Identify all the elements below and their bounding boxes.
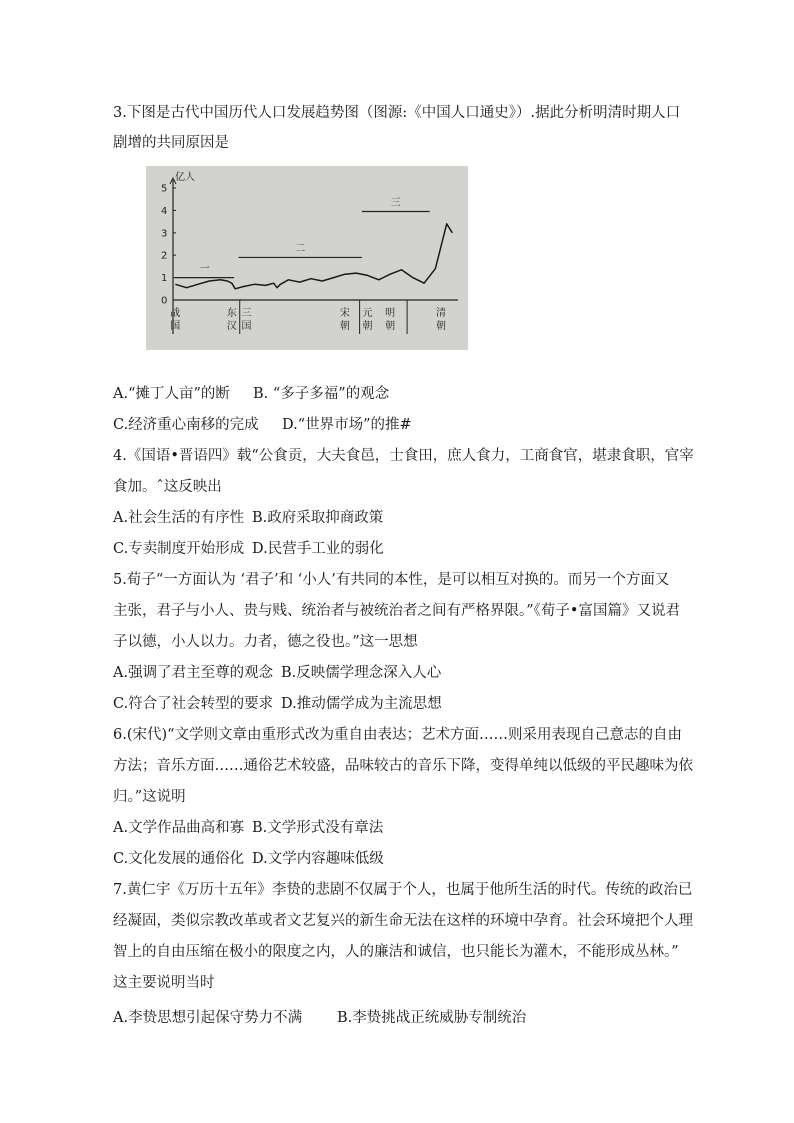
- q7-stem-line3: 智上的自由压缩在极小的限度之内，人的廉洁和诚信，也只能长为灌木，不能形成丛林。”: [113, 944, 679, 960]
- x-tick-label: 明: [385, 308, 396, 319]
- q7-option-b: B.李贽挑战正统威胁专制统治: [337, 1010, 527, 1026]
- population-chart-svg: [146, 166, 468, 350]
- q4-option-c: C.专卖制度开始形成: [113, 541, 245, 557]
- x-tick-label: 朝: [436, 321, 447, 332]
- q7-stem-line4: 这主要说明当时: [113, 975, 215, 991]
- x-tick-label: 朝: [339, 321, 350, 332]
- q5-stem-line2: 主张，君子与小人、贵与贱、统治者与被统治者之间有严格界限。”《荀子•富国篇》又说君: [113, 603, 680, 619]
- x-tick-label: 国: [241, 321, 252, 332]
- q5-option-a: A.强调了君主至尊的观念: [113, 665, 274, 681]
- x-tick-label: 东: [226, 308, 237, 319]
- q3-stem-line1: 3.下图是古代中国历代人口发展趋势图（图源:《中国人口通史》）.据此分析明清时期人口: [113, 105, 681, 121]
- q4-stem-line1: 4.《国语•晋语四》载“公食贡，大夫食邑，士食田，庶人食力，工商食官，堪隶食职，官宰: [113, 448, 694, 464]
- x-tick-label: 汉: [226, 321, 237, 332]
- period-label: 三: [390, 197, 401, 209]
- y-tick-label: 5: [161, 183, 168, 195]
- y-axis-label: 亿人: [175, 172, 195, 183]
- x-tick-label: 元: [362, 308, 373, 319]
- q6-stem-line3: 归。”这说明: [113, 789, 186, 805]
- x-tick-label: 宋: [339, 308, 350, 319]
- q6-stem-line1: 6.(宋代)“文学则文章由重形式改为重自由表达；艺术方面……则采用表现自己意志的自由: [113, 727, 683, 743]
- q6-option-b: B.文学形式没有章法: [252, 820, 384, 836]
- q4-option-d: D.民营手工业的弱化: [252, 541, 384, 557]
- q4-stem-line2: 食加。ˆ这反映出: [113, 479, 222, 495]
- x-tick-label: 清: [436, 308, 447, 319]
- q6-option-c: C.文化发展的通俗化: [113, 851, 245, 867]
- y-tick-label: 4: [161, 205, 168, 217]
- q5-option-c: C.符合了社会转型的要求: [113, 696, 274, 712]
- q3-stem-line2: 剧增的共同原因是: [113, 135, 229, 151]
- q6-stem-line2: 方法；音乐方面……通俗艺术较盛，品味较古的音乐下降，变得单纯以低级的平民趣味为依: [113, 758, 693, 774]
- y-tick-label: 3: [161, 228, 168, 240]
- q5-option-b: B.反映儒学理念深入人心: [281, 665, 442, 681]
- period-label: 二: [295, 243, 306, 255]
- population-chart: [146, 166, 468, 350]
- y-tick-label: 1: [161, 273, 168, 285]
- q7-option-a: A.李贽思想引起保守势力不满: [113, 1010, 303, 1026]
- q3-option-a: A.“摊丁人亩”的断: [113, 386, 230, 402]
- q3-option-c: C.经济重心南移的完成: [113, 417, 259, 433]
- x-tick-label: 三: [241, 308, 252, 319]
- q3-option-b: B. “多子多福”的观念: [253, 386, 390, 402]
- y-tick-label: 2: [161, 250, 168, 262]
- q4-option-a: A.社会生活的有序性: [113, 510, 245, 526]
- x-tick-label: 朝: [362, 321, 373, 332]
- q3-option-d: D.“世界市场”的推#: [282, 417, 412, 433]
- period-label: 一: [199, 263, 210, 275]
- q6-option-a: A.文学作品曲高和寡: [113, 820, 245, 836]
- q6-option-d: D.文学内容趣味低级: [252, 851, 384, 867]
- x-tick-label: 朝: [385, 321, 396, 332]
- x-tick-label: 战: [170, 308, 181, 319]
- x-tick-label: 国: [170, 321, 181, 332]
- q5-stem-line3: 子以德，小人以力。力者，德之役也。”这一思想: [113, 634, 418, 650]
- population-series-line: [175, 224, 452, 289]
- q5-stem-line1: 5.荀子“一方面认为 ‘君子’和 ‘小人’有共同的本性，是可以相互对换的。而另一个方面又: [113, 572, 670, 588]
- q7-stem-line1: 7.黄仁宇《万历十五年》李贽的悲剧不仅属于个人，也属于他所生活的时代。传统的政治已: [113, 882, 693, 898]
- y-tick-label: 0: [161, 295, 168, 307]
- q5-option-d: D.推动儒学成为主流思想: [281, 696, 442, 712]
- q7-stem-line2: 经凝固，类似宗教改革或者文艺复兴的新生命无法在这样的环境中孕育。社会环境把个人理: [113, 913, 693, 929]
- q4-option-b: B.政府采取抑商政策: [252, 510, 384, 526]
